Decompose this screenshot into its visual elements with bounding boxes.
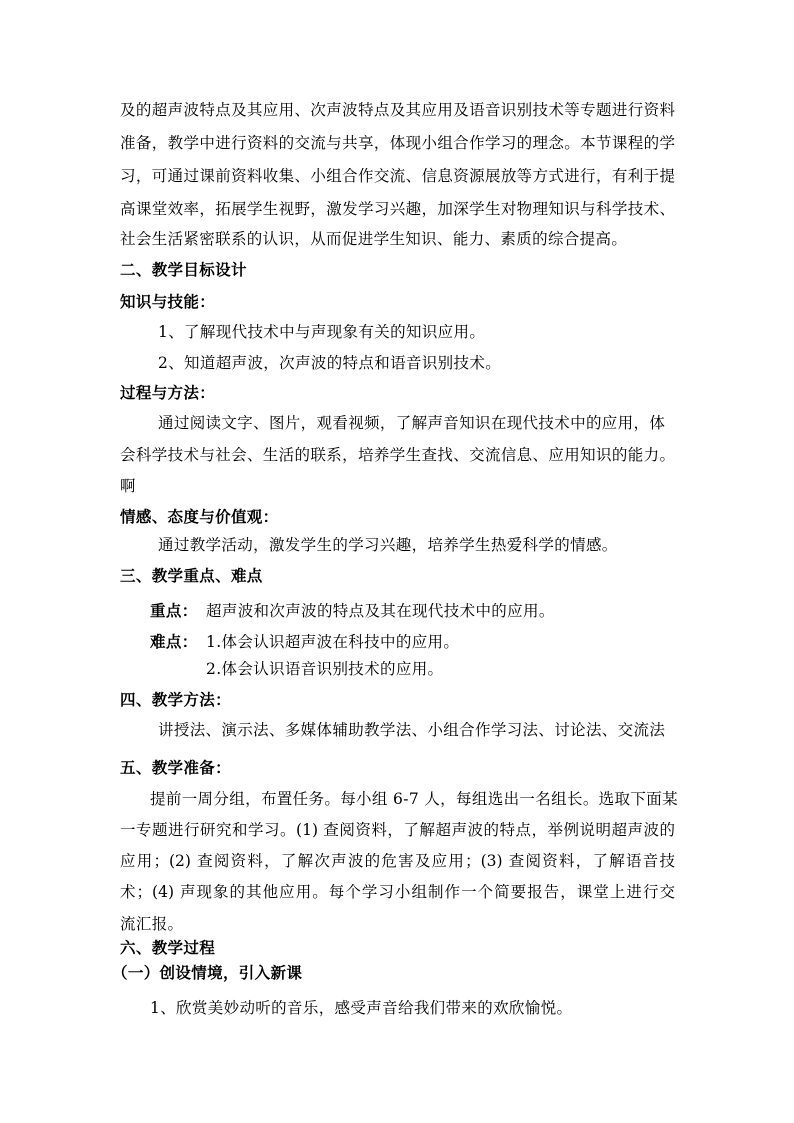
- difficult-point-label: 难点：: [150, 632, 198, 651]
- paragraph-line: 通过教学活动，激发学生的学习兴趣，培养学生热爱科学的情感。: [158, 536, 618, 554]
- list-item: 2、知道超声波，次声波的特点和语音识别技术。: [158, 354, 502, 372]
- subsection-heading: 知识与技能：: [120, 292, 216, 311]
- paragraph-line: 应用；(2) 查阅资料，了解次声波的危害及应用；(3) 查阅资料，了解语音技: [120, 852, 675, 870]
- difficult-point-item: 1.体会认识超声波在科技中的应用。: [206, 633, 460, 651]
- paragraph-line: 提前一周分组，布置任务。每小组 6-7 人，每组选出一名组长。选取下面某: [150, 790, 678, 808]
- section-heading: 三、教学重点、难点: [120, 566, 263, 585]
- paragraph-line: 啊: [120, 477, 136, 495]
- intro-line: 准备，教学中进行资料的交流与共享，体现小组合作学习的理念。本节课程的学: [120, 134, 675, 152]
- intro-line: 社会生活紧密联系的认识，从而促进学生知识、能力、素质的综合提高。: [120, 230, 628, 248]
- subsection-heading: 过程与方法：: [120, 383, 216, 402]
- key-point-text: 超声波和次声波的特点及其在现代技术中的应用。: [206, 602, 555, 620]
- key-point-label: 重点：: [150, 601, 198, 620]
- section-heading: 六、教学过程: [120, 938, 216, 957]
- section-heading: 二、教学目标设计: [120, 260, 247, 279]
- paragraph-line: 流汇报。: [120, 915, 184, 933]
- paragraph-line: 一专题进行研究和学习。(1) 查阅资料，了解超声波的特点，举例说明超声波的: [120, 821, 675, 839]
- section-heading: 五、教学准备：: [120, 758, 231, 777]
- paragraph-line: 讲授法、演示法、多媒体辅助教学法、小组合作学习法、讨论法、交流法: [158, 721, 666, 739]
- list-item: 1、了解现代技术中与声现象有关的知识应用。: [158, 323, 486, 341]
- paragraph-line: 术；(4) 声现象的其他应用。每个学习小组制作一个简要报告，课堂上进行交: [120, 883, 675, 901]
- paragraph-line: 会科学技术与社会、生活的联系，培养学生查找、交流信息、应用知识的能力。: [120, 446, 675, 464]
- subsection-heading: （一）创设情境，引入新课: [112, 963, 303, 982]
- intro-line: 习，可通过课前资料收集、小组合作交流、信息资源展放等方式进行，有利于提: [120, 167, 675, 185]
- list-item: 1、欣赏美妙动听的音乐，感受声音给我们带来的欢欣愉悦。: [150, 999, 573, 1017]
- paragraph-line: 通过阅读文字、图片，观看视频，了解声音知识在现代技术中的应用，体: [158, 414, 666, 432]
- section-heading: 四、教学方法：: [120, 690, 231, 709]
- difficult-point-item: 2.体会认识语音识别技术的应用。: [206, 660, 444, 678]
- intro-line: 高课堂效率，拓展学生视野，激发学习兴趣，加深学生对物理知识与科学技术、: [120, 200, 675, 218]
- subsection-heading: 情感、态度与价值观：: [120, 507, 279, 526]
- intro-line: 及的超声波特点及其应用、次声波特点及其应用及语音识别技术等专题进行资料: [120, 101, 675, 119]
